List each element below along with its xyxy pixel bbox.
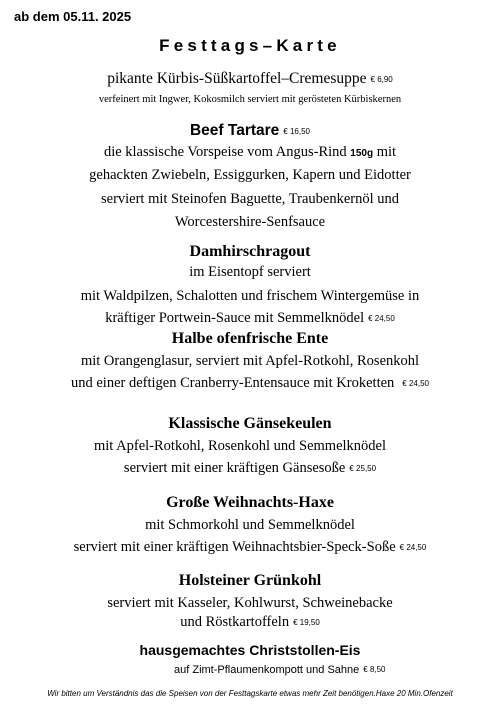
dish-haxe-text: serviert mit einer kräftigen Weihnachtsbier-Speck-Soße xyxy=(73,539,396,555)
dish-duck-name: Halbe ofenfrische Ente xyxy=(171,330,329,347)
dish-haxe-line-2 xyxy=(0,539,500,556)
dish-tartare-line-3: serviert mit Steinofen Baguette, Traubenkernöl und xyxy=(100,191,399,207)
dish-tartare-weight: 150g xyxy=(350,148,374,159)
dish-goose-price: € 25,50 xyxy=(349,464,377,473)
dish-tartare-text-end: mit xyxy=(373,144,397,160)
dish-stollen-line-1 xyxy=(174,664,386,676)
menu-date: ab dem 05.11. 2025 xyxy=(14,9,132,24)
dish-tartare-line-2: gehackten Zwiebeln, Essiggurken, Kapern und Eidotter xyxy=(89,167,411,183)
dish-tartare-heading xyxy=(0,122,500,140)
dish-kale-text: und Röstkartoffeln xyxy=(180,614,290,630)
dish-stollen-name: hausgemachtes Christstollen-Eis xyxy=(139,642,361,658)
dish-tartare-price: € 16,50 xyxy=(283,127,310,136)
dish-duck-text: und einer deftigen Cranberry-Entensauce mit Kroketten xyxy=(70,375,395,391)
dish-ragout-text: kräftiger Portwein-Sauce mit Semmelknödel xyxy=(105,310,365,326)
menu-title: Festtags–Karte xyxy=(159,36,341,55)
dish-goose-name: Klassische Gänsekeulen xyxy=(168,415,332,432)
dish-tartare-line-4: Worcestershire-Senfsauce xyxy=(174,214,326,230)
dish-soup-desc: verfeinert mit Ingwer, Kokosmilch serviert mit gerösteten Kürbiskernen xyxy=(98,94,402,105)
dish-tartare-name: Beef Tartare xyxy=(189,122,280,139)
dish-stollen-heading xyxy=(0,642,500,660)
dish-soup-heading xyxy=(0,70,500,88)
dish-goose-text: serviert mit einer kräftigen Gänsesoße xyxy=(123,460,346,476)
footer-note: Wir bitten um Verständnis das die Speisen von der Festtagskarte etwas mehr Zeit benötigen.Haxe 20 Min.Ofenzeit xyxy=(47,689,453,698)
dish-stollen-price: € 8,50 xyxy=(363,665,386,674)
dish-ragout-price: € 24,50 xyxy=(368,314,395,323)
dish-goose-line-2 xyxy=(0,460,500,477)
dish-haxe-name: Große Weihnachts-Haxe xyxy=(166,494,334,511)
dish-soup-prefix: pikante xyxy=(107,70,157,87)
dish-duck-line-2 xyxy=(0,375,500,392)
dish-haxe-price: € 24,50 xyxy=(399,543,427,552)
dish-kale-price: € 19,50 xyxy=(293,618,320,627)
dish-haxe-line-1: mit Schmorkohl und Semmelknödel xyxy=(145,517,355,533)
dish-tartare-text: die klassische Vorspeise vom Angus-Rind xyxy=(103,144,347,160)
dish-kale-name: Holsteiner Grünkohl xyxy=(178,572,322,589)
dish-duck-line-1: mit Orangenglasur, serviert mit Apfel-Rotkohl, Rosenkohl xyxy=(80,353,420,369)
dish-kale-line-1: serviert mit Kasseler, Kohlwurst, Schweinebacke xyxy=(107,595,393,611)
dish-duck-price: € 24,50 xyxy=(402,379,429,388)
dish-ragout-line-1: im Eisentopf serviert xyxy=(189,264,311,280)
dish-ragout-line-2: mit Waldpilzen, Schalotten und frischem Wintergemüse in xyxy=(80,288,420,304)
dish-ragout-line-3 xyxy=(0,310,500,327)
dish-stollen-text: auf Zimt-Pflaumenkompott und Sahne xyxy=(174,664,360,676)
dish-kale-line-2 xyxy=(0,614,500,631)
dish-tartare-line-1 xyxy=(0,144,500,161)
dish-goose-line-1: mit Apfel-Rotkohl, Rosenkohl und Semmelknödel xyxy=(94,438,386,454)
dish-soup-name: Kürbis-Süßkartoffel–Cremesuppe xyxy=(156,70,367,87)
dish-soup-price: € 6,90 xyxy=(370,75,393,84)
dish-ragout-name: Damhirschragout xyxy=(189,243,311,260)
